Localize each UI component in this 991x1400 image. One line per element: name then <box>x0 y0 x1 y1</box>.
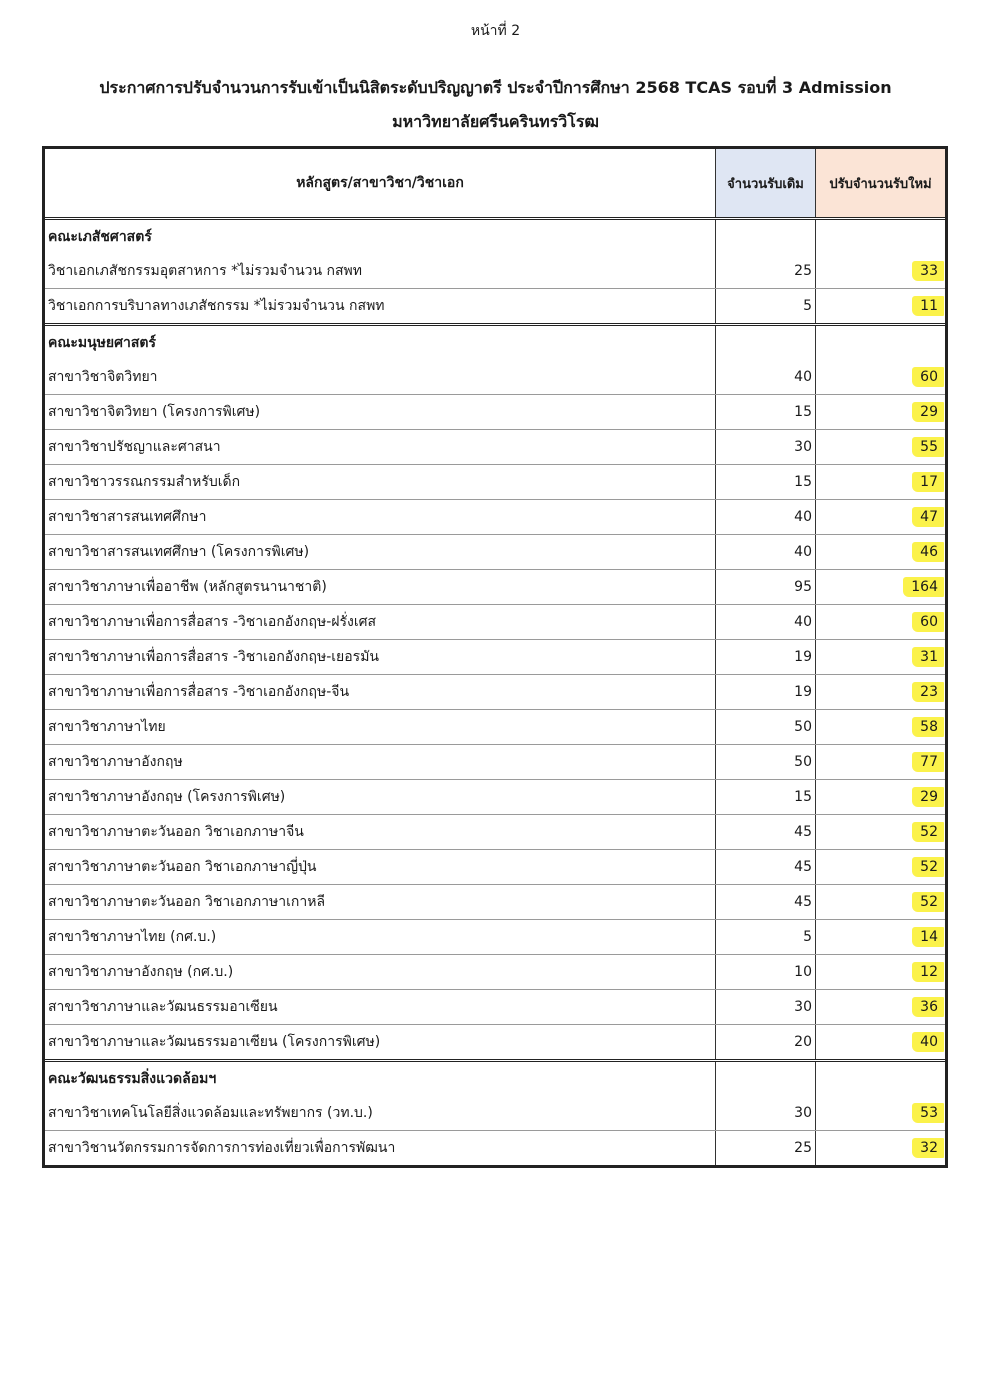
table-row <box>45 1096 945 1130</box>
faculty-name: คณะวัฒนธรรมสิ่งแวดล้อมฯ <box>48 1071 217 1087</box>
table-row <box>45 674 945 709</box>
adjusted-quota-cell <box>815 570 945 604</box>
adjusted-quota: 77 <box>912 752 944 772</box>
adjusted-quota-cell <box>815 605 945 639</box>
adjusted-quota-cell <box>815 360 945 394</box>
header-program: หลักสูตร/สาขาวิชา/วิชาเอก <box>296 175 464 191</box>
program-name: สาขาวิชาสารสนเทศศึกษา (โครงการพิเศษ) <box>48 544 310 560</box>
program-name: สาขาวิชาภาษาเพื่อการสื่อสาร -วิชาเอกอังกฤษ-เยอรมัน <box>48 649 379 665</box>
original-quota: 15 <box>715 465 815 499</box>
adjusted-quota-cell <box>815 289 945 323</box>
faculty-section <box>45 1062 945 1165</box>
adjusted-quota: 11 <box>912 296 944 316</box>
program-name: สาขาวิชาภาษาไทย <box>48 719 166 735</box>
program-name: สาขาวิชาภาษาตะวันออก วิชาเอกภาษาเกาหลี <box>48 894 326 910</box>
faculty-adjusted-cell <box>815 220 945 254</box>
table-row <box>45 639 945 674</box>
table-row <box>45 1130 945 1165</box>
adjusted-quota-cell <box>815 1131 945 1165</box>
original-quota: 40 <box>715 605 815 639</box>
program-name: สาขาวิชาภาษาเพื่อการสื่อสาร -วิชาเอกอังกฤษ-ฝรั่งเศส <box>48 614 377 630</box>
faculty-original-cell <box>715 220 815 254</box>
faculty-name: คณะเภสัชศาสตร์ <box>48 229 152 245</box>
faculty-original-cell <box>715 326 815 360</box>
adjusted-quota-cell <box>815 990 945 1024</box>
original-quota: 15 <box>715 395 815 429</box>
adjusted-quota-cell <box>815 395 945 429</box>
original-quota: 45 <box>715 885 815 919</box>
table-row <box>45 604 945 639</box>
program-name: สาขาวิชาภาษาอังกฤษ <box>48 754 183 770</box>
table-row <box>45 464 945 499</box>
original-quota: 10 <box>715 955 815 989</box>
program-name: สาขาวิชาจิตวิทยา <box>48 369 158 385</box>
program-name: สาขาวิชาภาษาตะวันออก วิชาเอกภาษาญี่ปุ่น <box>48 859 317 875</box>
original-quota: 30 <box>715 990 815 1024</box>
table-row <box>45 534 945 569</box>
program-name: วิชาเอกการบริบาลทางเภสัชกรรม *ไม่รวมจำนวน กสพท <box>48 298 385 314</box>
program-name: สาขาวิชาวรรณกรรมสำหรับเด็ก <box>48 474 241 490</box>
adjusted-quota-cell <box>815 1025 945 1059</box>
program-name: สาขาวิชาปรัชญาและศาสนา <box>48 439 221 455</box>
original-quota: 25 <box>715 1131 815 1165</box>
original-quota: 19 <box>715 640 815 674</box>
adjusted-quota-cell <box>815 710 945 744</box>
adjusted-quota: 29 <box>912 402 944 422</box>
admission-table <box>42 146 948 1168</box>
faculty-original-cell <box>715 1062 815 1096</box>
program-name: สาขาวิชาสารสนเทศศึกษา <box>48 509 207 525</box>
table-row <box>45 499 945 534</box>
adjusted-quota: 46 <box>912 542 944 562</box>
faculty-row <box>45 220 945 254</box>
original-quota: 45 <box>715 850 815 884</box>
faculty-row <box>45 326 945 360</box>
program-name: สาขาวิชาภาษาและวัฒนธรรมอาเซียน <box>48 999 278 1015</box>
program-name: วิชาเอกเภสัชกรรมอุตสาหการ *ไม่รวมจำนวน กสพท <box>48 263 363 279</box>
original-quota: 5 <box>715 920 815 954</box>
adjusted-quota: 17 <box>912 472 944 492</box>
adjusted-quota-cell <box>815 815 945 849</box>
adjusted-quota: 60 <box>912 367 944 387</box>
original-quota: 40 <box>715 535 815 569</box>
program-name: สาขาวิชาจิตวิทยา (โครงการพิเศษ) <box>48 404 261 420</box>
table-row <box>45 569 945 604</box>
table-row <box>45 814 945 849</box>
adjusted-quota: 29 <box>912 787 944 807</box>
table-row <box>45 288 945 323</box>
table-body <box>45 220 945 1165</box>
adjusted-quota: 52 <box>912 822 944 842</box>
original-quota: 20 <box>715 1025 815 1059</box>
original-quota: 25 <box>715 254 815 288</box>
original-quota: 30 <box>715 1096 815 1130</box>
program-name: สาขาวิชาภาษาเพื่ออาชีพ (หลักสูตรนานาชาติ) <box>48 579 327 595</box>
adjusted-quota: 164 <box>903 577 944 597</box>
adjusted-quota-cell <box>815 850 945 884</box>
adjusted-quota-cell <box>815 885 945 919</box>
adjusted-quota: 23 <box>912 682 944 702</box>
table-row <box>45 919 945 954</box>
adjusted-quota: 14 <box>912 927 944 947</box>
adjusted-quota-cell <box>815 500 945 534</box>
faculty-section <box>45 220 945 326</box>
original-quota: 50 <box>715 745 815 779</box>
page-number: หน้าที่ 2 <box>470 23 521 39</box>
original-quota: 5 <box>715 289 815 323</box>
faculty-adjusted-cell <box>815 1062 945 1096</box>
adjusted-quota-cell <box>815 745 945 779</box>
original-quota: 40 <box>715 360 815 394</box>
adjusted-quota: 58 <box>912 717 944 737</box>
table-row <box>45 394 945 429</box>
adjusted-quota: 31 <box>912 647 944 667</box>
adjusted-quota: 52 <box>912 892 944 912</box>
adjusted-quota: 40 <box>912 1032 944 1052</box>
faculty-adjusted-cell <box>815 326 945 360</box>
table-row <box>45 954 945 989</box>
adjusted-quota: 12 <box>912 962 944 982</box>
adjusted-quota-cell <box>815 465 945 499</box>
adjusted-quota-cell <box>815 955 945 989</box>
original-quota: 40 <box>715 500 815 534</box>
adjusted-quota-cell <box>815 675 945 709</box>
adjusted-quota: 52 <box>912 857 944 877</box>
adjusted-quota-cell <box>815 535 945 569</box>
adjusted-quota-cell <box>815 254 945 288</box>
table-row <box>45 849 945 884</box>
header-adjusted: ปรับจำนวนรับใหม่ <box>815 149 945 217</box>
original-quota: 30 <box>715 430 815 464</box>
faculty-name: คณะมนุษยศาสตร์ <box>48 335 157 351</box>
university-name: มหาวิทยาลัยศรีนครินทรวิโรฒ <box>392 112 599 131</box>
program-name: สาขาวิชาภาษาอังกฤษ (กศ.บ.) <box>48 964 234 980</box>
adjusted-quota: 33 <box>912 261 944 281</box>
adjusted-quota-cell <box>815 1096 945 1130</box>
adjusted-quota: 55 <box>912 437 944 457</box>
faculty-section <box>45 326 945 1062</box>
original-quota: 95 <box>715 570 815 604</box>
document-title: ประกาศการปรับจำนวนการรับเข้าเป็นนิสิตระดับปริญญาตรี ประจำปีการศึกษา 2568 TCAS รอบที่ 3 Admission <box>99 78 892 97</box>
adjusted-quota-cell <box>815 780 945 814</box>
faculty-row <box>45 1062 945 1096</box>
table-row <box>45 360 945 394</box>
adjusted-quota-cell <box>815 920 945 954</box>
adjusted-quota-cell <box>815 430 945 464</box>
program-name: สาขาวิชาภาษาอังกฤษ (โครงการพิเศษ) <box>48 789 286 805</box>
original-quota: 45 <box>715 815 815 849</box>
table-row <box>45 254 945 288</box>
adjusted-quota: 53 <box>912 1103 944 1123</box>
program-name: สาขาวิชาภาษาเพื่อการสื่อสาร -วิชาเอกอังกฤษ-จีน <box>48 684 350 700</box>
original-quota: 15 <box>715 780 815 814</box>
program-name: สาขาวิชาภาษาตะวันออก วิชาเอกภาษาจีน <box>48 824 304 840</box>
table-header <box>45 149 945 220</box>
table-row <box>45 989 945 1024</box>
adjusted-quota: 60 <box>912 612 944 632</box>
program-name: สาขาวิชาภาษาและวัฒนธรรมอาเซียน (โครงการพิเศษ) <box>48 1034 381 1050</box>
program-name: สาขาวิชานวัตกรรมการจัดการการท่องเที่ยวเพื่อการพัฒนา <box>48 1140 396 1156</box>
table-row <box>45 429 945 464</box>
adjusted-quota: 32 <box>912 1138 944 1158</box>
program-name: สาขาวิชาเทคโนโลยีสิ่งแวดล้อมและทรัพยากร (วท.บ.) <box>48 1105 373 1121</box>
table-row <box>45 709 945 744</box>
table-row <box>45 779 945 814</box>
adjusted-quota: 47 <box>912 507 944 527</box>
adjusted-quota-cell <box>815 640 945 674</box>
table-row <box>45 884 945 919</box>
table-row <box>45 744 945 779</box>
program-name: สาขาวิชาภาษาไทย (กศ.บ.) <box>48 929 217 945</box>
original-quota: 50 <box>715 710 815 744</box>
header-original: จำนวนรับเดิม <box>715 149 815 217</box>
table-row <box>45 1024 945 1059</box>
adjusted-quota: 36 <box>912 997 944 1017</box>
original-quota: 19 <box>715 675 815 709</box>
